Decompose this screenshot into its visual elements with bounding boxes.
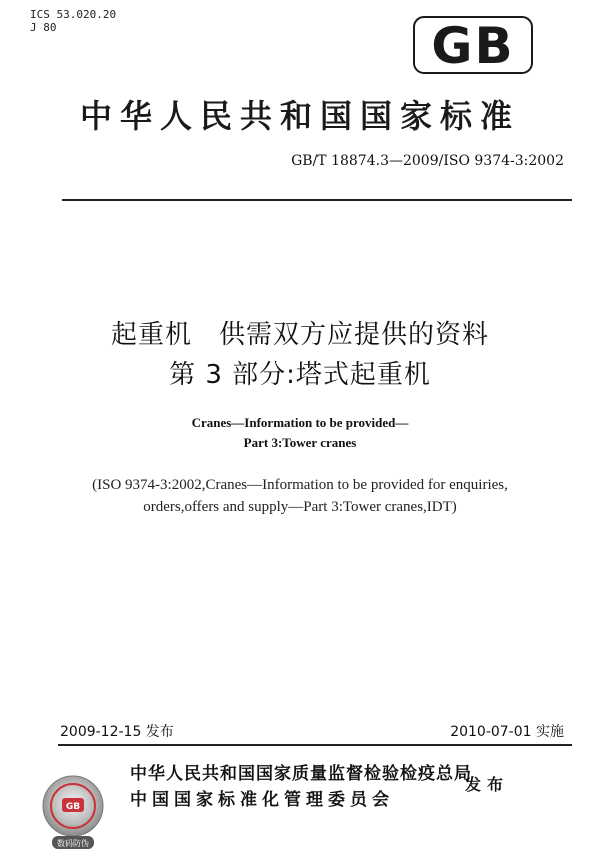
issue-date: 2009-12-15 发布	[60, 724, 174, 740]
iso-reference-line1: (ISO 9374-3:2002,Cranes—Information to be provided for enquiries,	[92, 477, 508, 493]
header-divider	[62, 199, 572, 201]
standard-organization: 中华人民共和国国家标准	[79, 97, 520, 135]
standard-number: GB/T 18874.3—2009/ISO 9374-3:2002	[291, 153, 564, 169]
footer-divider	[58, 744, 572, 746]
issuer-line1: 中华人民共和国国家质量监督检验检疫总局	[130, 764, 472, 784]
ics-code: ICS 53.020.20	[30, 8, 117, 21]
svg-text:GB: GB	[431, 17, 515, 74]
title-english-line1: Cranes—Information to be provided—	[191, 415, 409, 430]
iso-reference-line2: orders,offers and supply—Part 3:Tower cranes,IDT)	[143, 499, 457, 515]
gb-logo-icon	[413, 16, 533, 74]
ccs-code: J 80	[30, 21, 57, 34]
anti-counterfeit-seal-icon	[40, 772, 106, 852]
svg-text:GB: GB	[65, 802, 81, 812]
implementation-date: 2010-07-01 实施	[450, 724, 564, 740]
title-chinese-line1: 起重机 供需双方应提供的资料	[110, 320, 489, 350]
title-chinese-line2: 第 3 部分:塔式起重机	[169, 360, 431, 390]
issuer-line2: 中国国家标准化管理委员会	[130, 790, 394, 810]
title-english-line2: Part 3:Tower cranes	[243, 435, 357, 450]
svg-text:数码防伪: 数码防伪	[57, 839, 89, 848]
publish-label: 发布	[465, 775, 510, 794]
